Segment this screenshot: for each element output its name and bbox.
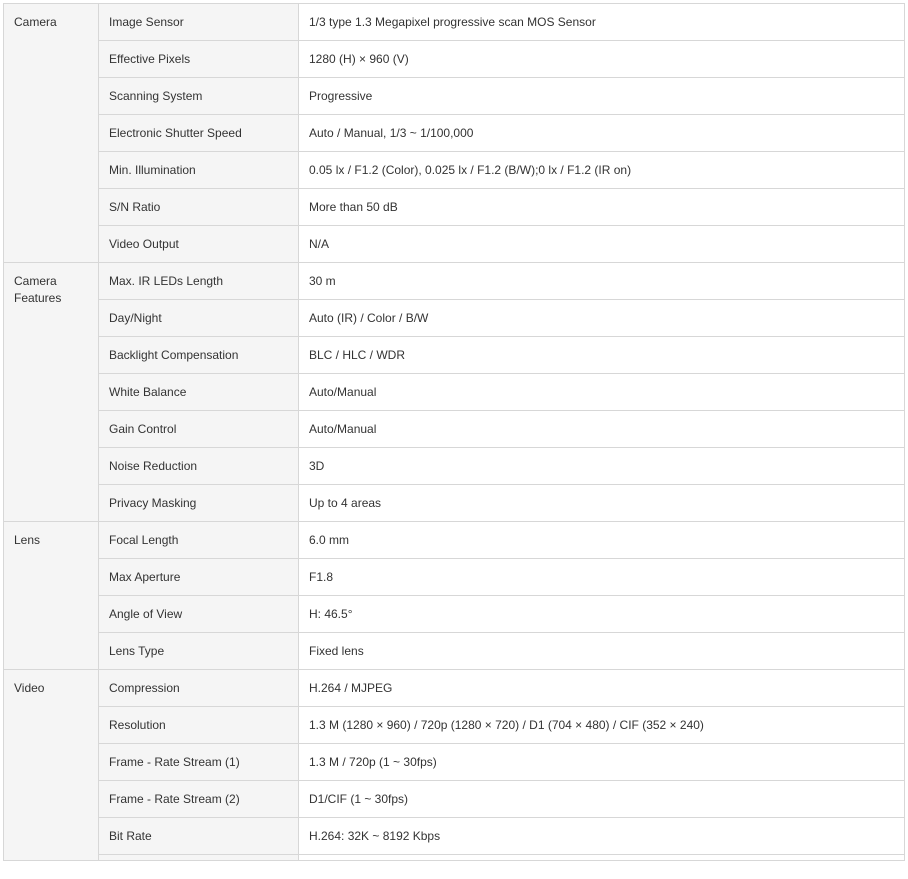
table-row bbox=[4, 337, 905, 374]
spec-label: Electronic Shutter Speed bbox=[99, 115, 299, 152]
table-row bbox=[4, 226, 905, 263]
spec-value: 0.05 lx / F1.2 (Color), 0.025 lx / F1.2 (B/W);0 lx / F1.2 (IR on) bbox=[299, 152, 905, 189]
table-row bbox=[4, 633, 905, 670]
spec-label: Scanning System bbox=[99, 78, 299, 115]
spec-table bbox=[3, 3, 905, 861]
spec-label: Min. Illumination bbox=[99, 152, 299, 189]
spec-value: Up to 4 areas bbox=[299, 485, 905, 522]
spec-value: Auto/Manual bbox=[299, 411, 905, 448]
spec-label: Gain Control bbox=[99, 411, 299, 448]
spec-table-body bbox=[4, 4, 905, 861]
spec-label: Compression bbox=[99, 670, 299, 707]
spec-value-partial bbox=[299, 855, 905, 861]
spec-label: Bit Rate bbox=[99, 818, 299, 855]
spec-value: Auto/Manual bbox=[299, 374, 905, 411]
table-row bbox=[4, 115, 905, 152]
table-row bbox=[4, 670, 905, 707]
spec-value: F1.8 bbox=[299, 559, 905, 596]
spec-label: Frame - Rate Stream (2) bbox=[99, 781, 299, 818]
spec-label: Focal Length bbox=[99, 522, 299, 559]
spec-value: 1280 (H) × 960 (V) bbox=[299, 41, 905, 78]
category-video: Video bbox=[4, 670, 99, 861]
spec-label: Resolution bbox=[99, 707, 299, 744]
table-row bbox=[4, 522, 905, 559]
table-row bbox=[4, 152, 905, 189]
table-row bbox=[4, 263, 905, 300]
spec-value: H.264: 32K ~ 8192 Kbps bbox=[299, 818, 905, 855]
category-lens: Lens bbox=[4, 522, 99, 670]
category-camera: Camera bbox=[4, 4, 99, 263]
table-row bbox=[4, 744, 905, 781]
table-row bbox=[4, 596, 905, 633]
table-row-partial bbox=[4, 855, 905, 861]
spec-label: Max. IR LEDs Length bbox=[99, 263, 299, 300]
spec-value: Progressive bbox=[299, 78, 905, 115]
table-row bbox=[4, 485, 905, 522]
table-row bbox=[4, 4, 905, 41]
spec-value: N/A bbox=[299, 226, 905, 263]
table-row bbox=[4, 374, 905, 411]
spec-value: Auto / Manual, 1/3 ~ 1/100,000 bbox=[299, 115, 905, 152]
spec-value: H: 46.5° bbox=[299, 596, 905, 633]
table-row bbox=[4, 448, 905, 485]
spec-label: White Balance bbox=[99, 374, 299, 411]
spec-value: 1.3 M / 720p (1 ~ 30fps) bbox=[299, 744, 905, 781]
spec-value: More than 50 dB bbox=[299, 189, 905, 226]
spec-label: Image Sensor bbox=[99, 4, 299, 41]
spec-label: Backlight Compensation bbox=[99, 337, 299, 374]
table-row bbox=[4, 189, 905, 226]
spec-label: Angle of View bbox=[99, 596, 299, 633]
spec-label: S/N Ratio bbox=[99, 189, 299, 226]
table-row bbox=[4, 781, 905, 818]
spec-label: Privacy Masking bbox=[99, 485, 299, 522]
spec-value: 6.0 mm bbox=[299, 522, 905, 559]
spec-label: Noise Reduction bbox=[99, 448, 299, 485]
spec-value: 30 m bbox=[299, 263, 905, 300]
spec-label: Day/Night bbox=[99, 300, 299, 337]
spec-value: 3D bbox=[299, 448, 905, 485]
table-row bbox=[4, 78, 905, 115]
spec-label: Frame - Rate Stream (1) bbox=[99, 744, 299, 781]
table-row bbox=[4, 707, 905, 744]
spec-label: Effective Pixels bbox=[99, 41, 299, 78]
spec-value: Auto (IR) / Color / B/W bbox=[299, 300, 905, 337]
table-row bbox=[4, 41, 905, 78]
spec-value: BLC / HLC / WDR bbox=[299, 337, 905, 374]
spec-value: H.264 / MJPEG bbox=[299, 670, 905, 707]
spec-label: Video Output bbox=[99, 226, 299, 263]
spec-value: Fixed lens bbox=[299, 633, 905, 670]
spec-label: Max Aperture bbox=[99, 559, 299, 596]
spec-value: 1/3 type 1.3 Megapixel progressive scan MOS Sensor bbox=[299, 4, 905, 41]
table-row bbox=[4, 559, 905, 596]
table-row bbox=[4, 300, 905, 337]
table-row bbox=[4, 818, 905, 855]
category-camera-features: Camera Features bbox=[4, 263, 99, 522]
spec-value: 1.3 M (1280 × 960) / 720p (1280 × 720) / D1 (704 × 480) / CIF (352 × 240) bbox=[299, 707, 905, 744]
table-row bbox=[4, 411, 905, 448]
spec-label: Lens Type bbox=[99, 633, 299, 670]
spec-value: D1/CIF (1 ~ 30fps) bbox=[299, 781, 905, 818]
spec-label-partial bbox=[99, 855, 299, 861]
